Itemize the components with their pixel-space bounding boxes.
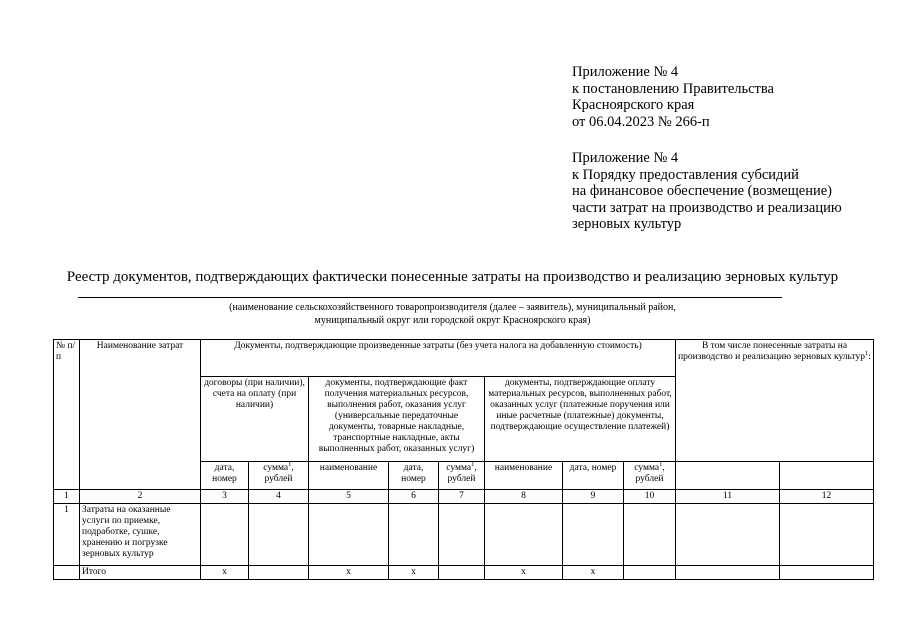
appendix-line: Приложение № 4 [572, 150, 679, 166]
column-number: 7 [439, 490, 485, 504]
sum-label: сумма [263, 463, 289, 473]
table-cell[interactable] [389, 504, 439, 566]
table-cell[interactable] [676, 504, 780, 566]
sum-label: сумма [634, 463, 660, 473]
column-number: 1 [54, 490, 80, 504]
sum-unit: , рублей [635, 463, 665, 484]
applicant-name-line [78, 297, 782, 298]
appendix-line: на финансовое обеспечение (возмещение) [572, 183, 833, 199]
table-cell[interactable] [676, 566, 780, 580]
header-contracts: договоры (при наличии), счета на оплату (при наличии) [201, 377, 309, 462]
column-number: 10 [624, 490, 676, 504]
sum-unit: , рублей [447, 463, 477, 484]
caption-line: (наименование сельскохозяйственного товаропроизводителя (далее – заявитель), муниципальный район, [229, 302, 676, 313]
table-cell[interactable] [439, 566, 485, 580]
table-cell[interactable] [201, 504, 249, 566]
row-number: 1 [54, 504, 80, 566]
appendix-line: Красноярского края [572, 97, 695, 113]
column-number: 8 [485, 490, 563, 504]
header-supporting-documents: Документы, подтверждающие произведенные затраты (без учета налога на добавленную стоимость) [201, 340, 676, 377]
table-cell[interactable] [439, 504, 485, 566]
column-number: 2 [80, 490, 201, 504]
column-numbers-row [54, 490, 874, 504]
total-label: Итого [80, 566, 201, 580]
subheader-date-number: дата, номер [389, 462, 439, 490]
table-cell[interactable] [563, 504, 624, 566]
footnote-mark: 1 [471, 461, 475, 468]
appendix-line: к постановлению Правительства [572, 80, 774, 97]
x-mark: х [201, 566, 249, 580]
table-cell [54, 566, 80, 580]
document-title: Реестр документов, подтверждающих фактически понесенные затраты на производство и реализацию зерновых культур [66, 269, 839, 285]
footnote-mark: 1 [659, 461, 663, 468]
header-including-costs: В том числе понесенные затраты на производство и реализацию зерновых культур$^1$: [676, 340, 874, 462]
header-receipt-documents: документы, подтверждающие факт получения материальных ресурсов, выполнения работ, оказания услуг (универсальные передаточные документы, товарные накладные, транспортные накладные, акты выполненных работ, оказанных услуг) [309, 377, 485, 462]
table-cell[interactable] [485, 504, 563, 566]
table-cell[interactable] [780, 504, 874, 566]
subheader-name: наименование [485, 462, 563, 490]
subheader-sum [439, 462, 485, 490]
column-number: 5 [309, 490, 389, 504]
header-payment-documents: документы, подтверждающие оплату материальных ресурсов, выполненных работ, оказанных услуг (платежные поручения или иные расчетные (платежные) документы, подтверждающие осуществление платежей) [485, 377, 676, 462]
x-mark: х [485, 566, 563, 580]
appendix-line: Приложение № 4 [572, 64, 679, 80]
subheader-date-number: дата, номер [563, 462, 624, 490]
subheader-sum [624, 462, 676, 490]
subheader-sum [249, 462, 309, 490]
register-table [53, 339, 874, 580]
x-mark: х [309, 566, 389, 580]
table-row [54, 504, 874, 566]
subheader-name: наименование [309, 462, 389, 490]
column-number: 12 [780, 490, 874, 504]
footnote-mark: 1 [865, 349, 869, 357]
x-mark: х [389, 566, 439, 580]
applicant-name-caption [0, 301, 905, 327]
table-cell[interactable] [780, 566, 874, 580]
column-number: 6 [389, 490, 439, 504]
appendix-line: от 06.04.2023 № 266-п [572, 113, 710, 130]
footnote-mark: 1 [288, 461, 292, 468]
appendix-line: части затрат на производство и реализацию [572, 199, 842, 216]
column-number: 4 [249, 490, 309, 504]
total-row [54, 566, 874, 580]
appendix-line: к Порядку предоставления субсидий [572, 166, 799, 183]
sum-unit: , рублей [264, 463, 294, 484]
header-cost-name: Наименование затрат [80, 340, 201, 490]
appendix-header-procedure [572, 150, 842, 233]
appendix-line: зерновых культур [572, 216, 682, 232]
table-cell[interactable] [249, 566, 309, 580]
subheader-curr-harvest [780, 462, 874, 490]
column-number: 11 [676, 490, 780, 504]
subheader-prev-harvest [676, 462, 780, 490]
table-cell[interactable] [309, 504, 389, 566]
caption-line: муниципальный округ или городской округ Красноярского края) [314, 315, 591, 326]
appendix-header-resolution [572, 64, 774, 130]
sum-label: сумма [446, 463, 472, 473]
x-mark: х [563, 566, 624, 580]
cost-name-cell: Затраты на оказанные услуги по приемке, подработке, сушке, хранению и погрузке зерновых культур [80, 504, 201, 566]
header-row-number: № п/п [54, 340, 80, 490]
column-number: 3 [201, 490, 249, 504]
table-cell[interactable] [249, 504, 309, 566]
table-cell[interactable] [624, 566, 676, 580]
header-including-costs-text: В том числе понесенные затраты на производство и реализацию зерновых культур [678, 341, 866, 362]
subheader-date-number: дата, номер [201, 462, 249, 490]
table-cell[interactable] [624, 504, 676, 566]
column-number: 9 [563, 490, 624, 504]
